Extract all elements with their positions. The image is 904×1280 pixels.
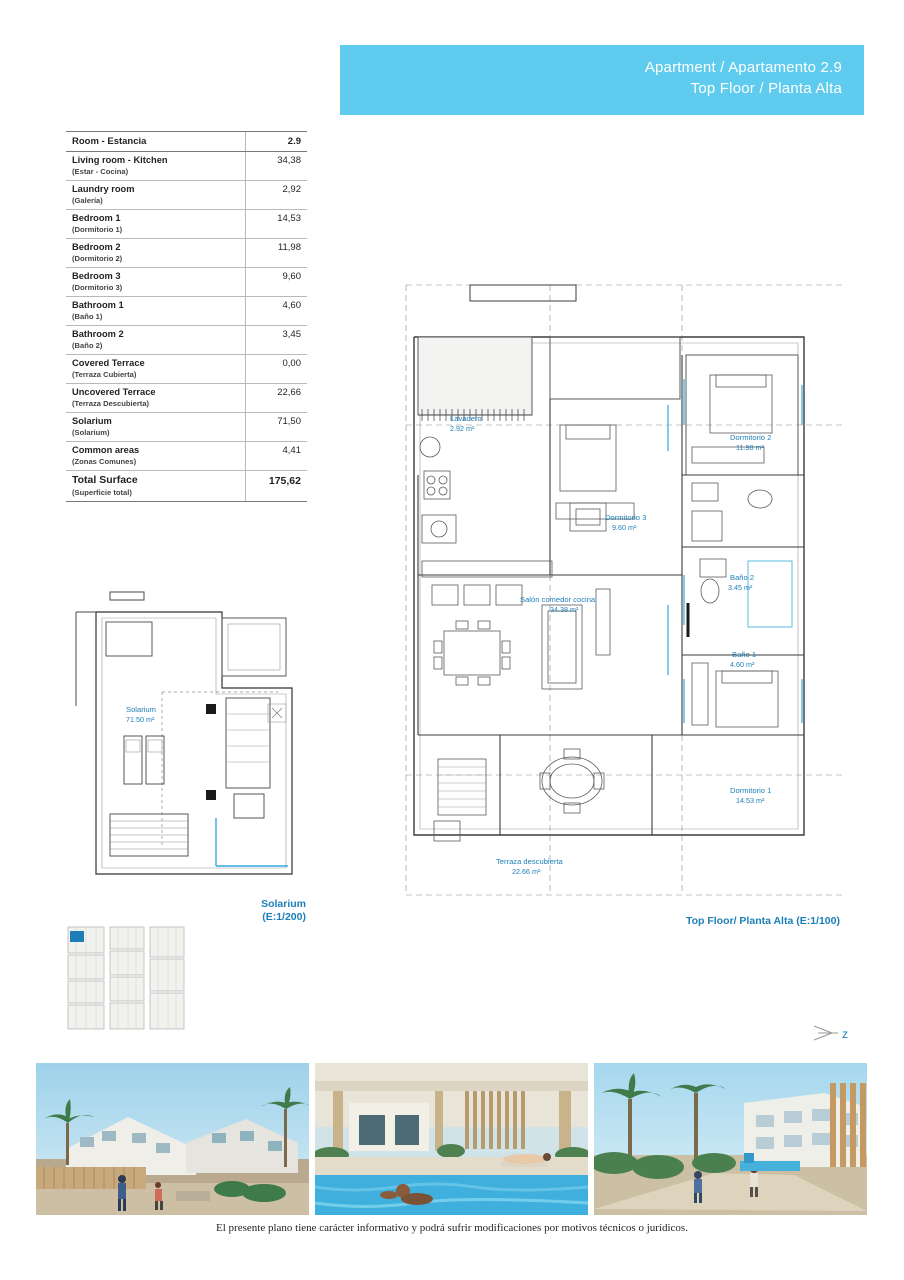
room-name: Solarium	[72, 416, 112, 426]
label-bano2: Baño 2	[730, 573, 755, 582]
photo-strip	[36, 1063, 868, 1215]
table-row	[66, 442, 307, 471]
solarium-caption-scale: (E:1/200)	[262, 911, 306, 923]
photo-exterior-street	[36, 1063, 309, 1215]
room-name-es: (Zonas Comunes)	[72, 457, 137, 466]
header-title-line1: Apartment / Apartamento 2.9	[644, 59, 842, 76]
room-name-es: (Estar - Cocina)	[72, 167, 129, 176]
table-row	[66, 297, 307, 326]
top-floor-floorplan	[400, 275, 850, 905]
table-header-room: Room - Estancia	[72, 136, 147, 147]
room-area: 0,00	[282, 358, 301, 369]
room-name-es: (Baño 1)	[72, 312, 103, 321]
label-dormitorio1-area: 14.53 m²	[736, 796, 765, 805]
label-dormitorio3: Dormitorio 3	[605, 513, 647, 522]
room-name: Bathroom 1	[72, 300, 124, 310]
solarium-room-area: 71.50 m²	[126, 715, 155, 724]
label-lavadero: Lavadero	[450, 414, 482, 423]
room-area: 14,53	[277, 213, 301, 224]
table-row	[66, 268, 307, 297]
label-dormitorio1: Dormitorio 1	[730, 786, 772, 795]
room-name: Bedroom 2	[72, 242, 121, 252]
top-floor-plan-drawing	[400, 275, 850, 905]
table-row	[66, 413, 307, 442]
room-name-es: (Terraza Descubierta)	[72, 399, 150, 408]
room-name: Common areas	[72, 445, 140, 455]
table-row	[66, 181, 307, 210]
table-row	[66, 384, 307, 413]
key-map-highlight	[70, 931, 84, 942]
room-area: 34,38	[277, 155, 301, 166]
label-bano1: Baño 1	[732, 650, 757, 659]
label-terraza: Terraza descubierta	[496, 857, 563, 866]
room-name-es: (Dormitorio 3)	[72, 283, 123, 292]
top-floor-plan-caption: Top Floor/ Planta Alta (E:1/100)	[685, 915, 840, 927]
label-dormitorio2: Dormitorio 2	[730, 433, 772, 442]
room-area: 4,60	[282, 300, 301, 311]
solarium-plan-caption	[150, 898, 306, 924]
north-label: z	[842, 1027, 848, 1041]
room-name-es: (Solarium)	[72, 428, 110, 437]
room-surface-table	[66, 131, 307, 502]
room-area: 9,60	[282, 271, 301, 282]
solarium-plan-drawing	[66, 588, 306, 908]
room-area: 11,98	[277, 242, 301, 253]
total-label: Total Surface	[72, 474, 138, 486]
label-bano2-area: 3.45 m²	[728, 583, 753, 592]
room-name: Bedroom 3	[72, 271, 121, 281]
room-name-es: (Terraza Cubierta)	[72, 370, 137, 379]
site-key-map	[66, 925, 186, 1033]
total-value: 175,62	[268, 475, 301, 487]
north-arrow-icon	[812, 1020, 862, 1046]
room-area: 2,92	[282, 184, 301, 195]
table-row	[66, 152, 307, 181]
label-salon-area: 34.38 m²	[550, 605, 579, 614]
table-header-value: 2.9	[287, 136, 301, 147]
room-name: Bathroom 2	[72, 329, 124, 339]
room-area: 3,45	[282, 329, 301, 340]
room-name: Covered Terrace	[72, 358, 145, 368]
north-arrow	[812, 1020, 862, 1046]
table-total-row	[66, 471, 307, 502]
room-area: 71,50	[277, 416, 301, 427]
table-row	[66, 355, 307, 384]
solarium-caption-title: Solarium	[261, 898, 306, 910]
total-label-es: (Superficie total)	[72, 488, 132, 497]
table-row	[66, 239, 307, 268]
label-salon: Salón comedor cocina	[520, 595, 596, 604]
header-banner	[340, 45, 864, 115]
table-header-row	[66, 132, 307, 152]
key-map-drawing	[66, 925, 186, 1033]
label-dormitorio2-area: 11.98 m²	[736, 443, 764, 452]
room-name-es: (Baño 2)	[72, 341, 103, 350]
room-name: Uncovered Terrace	[72, 387, 156, 397]
table-row	[66, 326, 307, 355]
room-name: Laundry room	[72, 184, 135, 194]
label-bano1-area: 4.60 m²	[730, 660, 755, 669]
label-terraza-area: 22.66 m²	[512, 867, 541, 876]
label-lavadero-area: 2.92 m²	[450, 424, 475, 433]
room-name: Living room - Kitchen	[72, 155, 168, 165]
label-dormitorio3-area: 9.60 m²	[612, 523, 637, 532]
room-name-es: (Dormitorio 2)	[72, 254, 123, 263]
disclaimer-text: El presente plano tiene carácter informativo y podrá sufrir modificaciones por motivos técnicos o jurídicos.	[216, 1222, 688, 1234]
photo-garden-walkway	[594, 1063, 867, 1215]
room-name-es: (Galería)	[72, 196, 103, 205]
header-title-line2: Top Floor / Planta Alta	[690, 80, 842, 97]
room-name: Bedroom 1	[72, 213, 121, 223]
room-area: 4,41	[282, 445, 301, 456]
solarium-floorplan	[66, 588, 306, 908]
table-row	[66, 210, 307, 239]
solarium-room-label: Solarium	[126, 705, 156, 714]
room-area: 22,66	[277, 387, 301, 398]
photo-pool-area	[315, 1063, 588, 1215]
room-name-es: (Dormitorio 1)	[72, 225, 123, 234]
